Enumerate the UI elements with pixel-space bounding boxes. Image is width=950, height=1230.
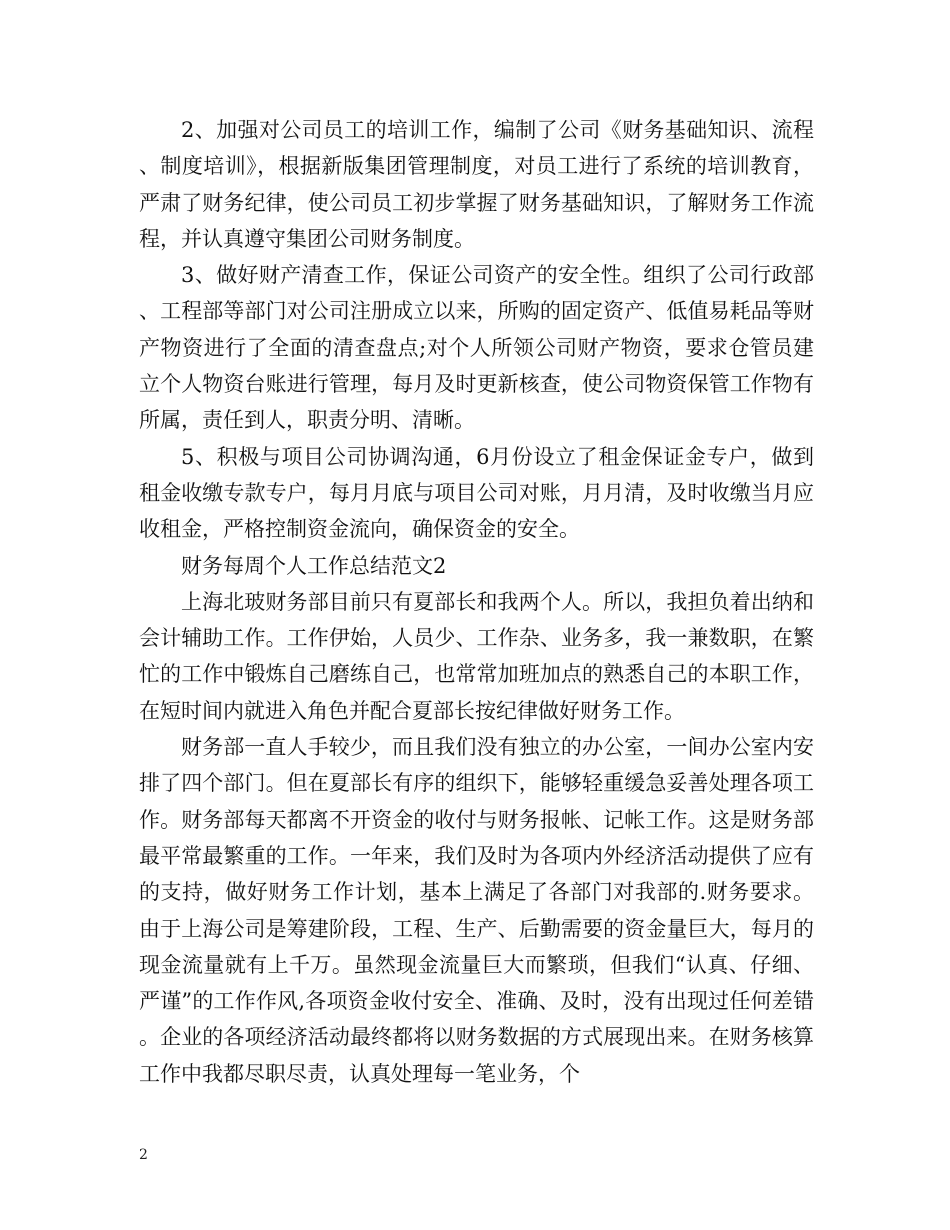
page-number: 2: [139, 1147, 148, 1163]
paragraph-finance-department: 上海北玻财务部目前只有夏部长和我两个人。所以，我担负着出纳和会计辅助工作。工作伊始，人员少、工作杂、业务多，我一兼数职，在繁忙的工作中锻炼自己磨练自己，也常常加班加点的熟悉自己的本职工作，在短时间内就进入角色并配合夏部长按纪律做好财务工作。: [139, 589, 814, 723]
paragraph-training: 2、加强对公司员工的培训工作，编制了公司《财务基础知识、流程、制度培训》，根据新版集团管理制度，对员工进行了系统的培训教育，严肃了财务纪律，使公司员工初步掌握了财务基础知识，了解财务工作流程，并认真遵守集团公司财务制度。: [139, 118, 814, 251]
paragraph-workload: 财务部一直人手较少，而且我们没有独立的办公室，一间办公室内安排了四个部门。但在夏部长有序的组织下，能够轻重缓急妥善处理各项工作。财务部每天都离不开资金的收付与财务报帐、记帐工作。这是财务部最平常最繁重的工作。一年来，我们及时为各项内外经济活动提供了应有的支持，做好财务工作计划，基本上满足了各部门对我部的.财务要求。由于上海公司是筹建阶段，工程、生产、后勤需要的资金量巨大，每月的现金流量就有上千万。虽然现金流量巨大而繁琐，但我们“认真、仔细、严谨”的工作作风,各项资金收付安全、准确、及时，没有出现过任何差错。企业的各项经济活动最终都将以财务数据的方式展现出来。在财务核算工作中我都尽职尽责，认真处理每一笔业务，个: [139, 735, 814, 1086]
section-heading: 财务每周个人工作总结范文2: [181, 553, 447, 578]
paragraph-rent-account: 5、积极与项目公司协调沟通，6月份设立了租金保证金专户，做到租金收缴专款专户，每月月底与项目公司对账，月月清，及时收缴当月应收租金，严格控制资金流向，确保资金的安全。: [139, 444, 814, 542]
paragraph-asset-inventory: 3、做好财产清查工作，保证公司资产的安全性。组织了公司行政部、工程部等部门对公司注册成立以来，所购的固定资产、低值易耗品等财产物资进行了全面的清查盘点;对个人所领公司财产物资，要求仓管员建立个人物资台账进行管理，每月及时更新核查，使公司物资保管工作物有所属，责任到人，职责分明、清晰。: [139, 263, 814, 433]
document-body: [139, 112, 814, 1092]
